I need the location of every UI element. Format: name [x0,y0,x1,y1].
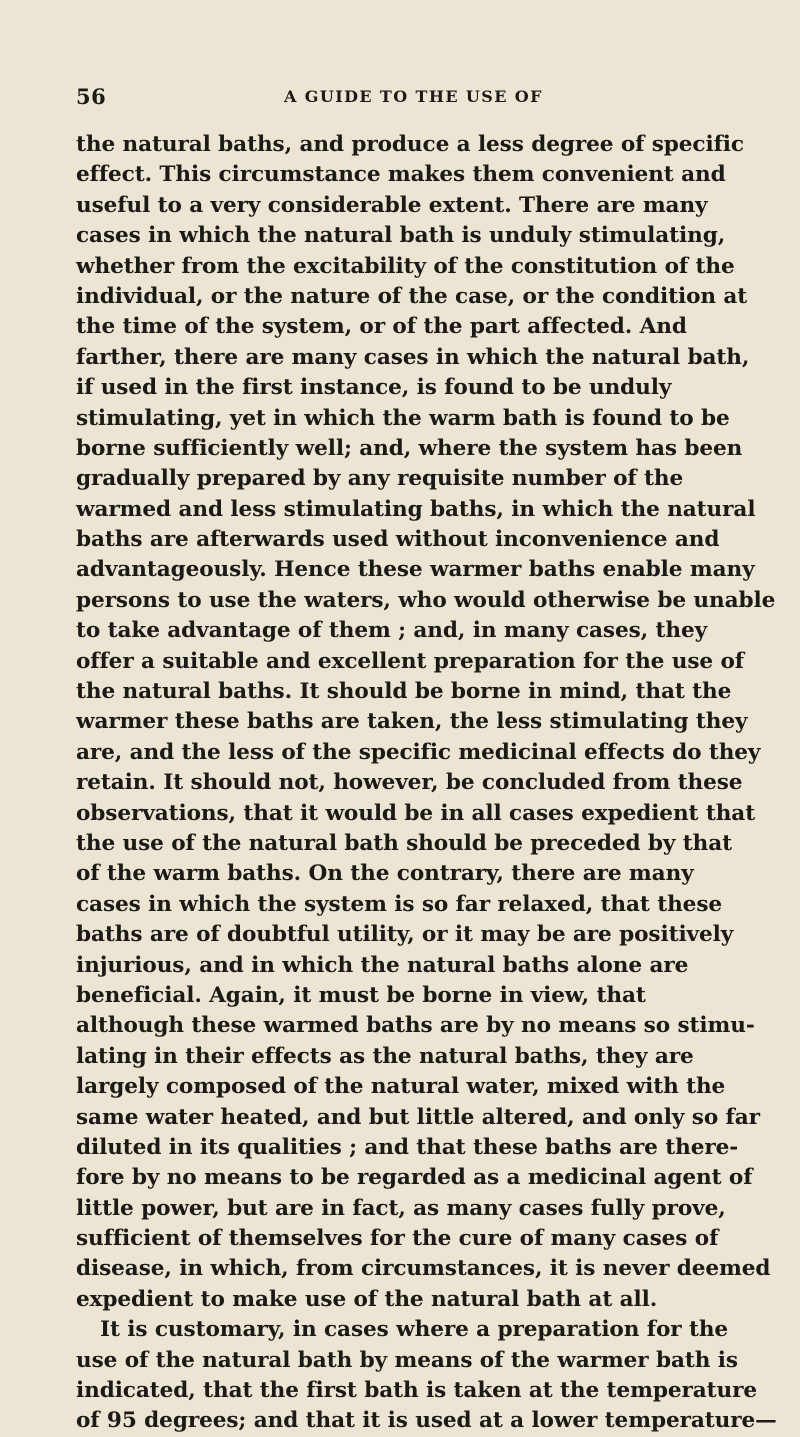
paragraph-start-line: It is customary, in cases where a preparation for the [100,1317,729,1343]
text-line: if used in the first instance, is found to be unduly [76,375,672,401]
text-line: useful to a very considerable extent. There are many [76,192,708,218]
text-line: gradually prepared by any requisite number of the [76,466,684,492]
text-line: beneficial. Again, it must be borne in view, that [76,982,646,1008]
text-line: injurious, and in which the natural baths alone are [76,952,689,978]
text-line: are, and the less of the specific medicinal effects do they [76,739,761,765]
text-line: same water heated, and but little altered, and only so far [76,1104,760,1130]
text-line: although these warmed baths are by no means so stimu- [76,1013,755,1039]
text-line: advantageously. Hence these warmer baths enable many [76,557,755,583]
text-line: cases in which the natural bath is unduly stimulating, [76,223,726,249]
text-line: use of the natural bath by means of the warmer bath is [76,1347,738,1373]
page-header [76,80,744,114]
text-line: warmed and less stimulating baths, in which the natural [76,496,756,522]
text-line: farther, there are many cases in which the natural bath, [76,344,750,370]
text-line: baths are of doubtful utility, or it may be are positively [76,922,734,948]
text-line: disease, in which, from circumstances, it is never deemed [76,1256,771,1282]
text-line: diluted in its qualities ; and that these baths are there- [76,1134,739,1160]
text-line: little power, but are in fact, as many cases fully prove, [76,1195,726,1221]
running-title: A GUIDE TO THE USE OF [284,87,543,106]
text-line: fore by no means to be regarded as a medicinal agent of [76,1165,753,1191]
text-line: to take advantage of them ; and, in many cases, they [76,618,708,644]
text-line: whether from the excitability of the constitution of the [76,253,735,279]
text-line: stimulating, yet in which the warm bath is found to be [76,405,730,431]
text-line: the use of the natural bath should be preceded by that [76,830,733,856]
text-line: indicated, that the first bath is taken at the temperature [76,1378,758,1404]
text-line: cases in which the system is so far relaxed, that these [76,891,723,917]
text-line: largely composed of the natural water, mixed with the [76,1074,726,1100]
text-line: the time of the system, or of the part affected. And [76,314,687,340]
text-line: lating in their effects as the natural baths, they are [76,1043,694,1069]
text-line: of 95 degrees; and that it is used at a lower temperature— [76,1408,777,1434]
text-line: offer a suitable and excellent preparation for the use of [76,648,744,674]
text-line: borne sufficiently well; and, where the system has been [76,435,743,461]
page-number: 56 [76,84,107,109]
text-line: expedient to make use of the natural bath at all. [76,1286,658,1312]
text-line: individual, or the nature of the case, or the condition at [76,283,748,309]
text-line: warmer these baths are taken, the less stimulating they [76,709,748,735]
text-line: baths are afterwards used without inconvenience and [76,527,720,553]
body-text [76,130,777,1437]
text-line: the natural baths. It should be borne in mind, that the [76,679,732,705]
text-line: of the warm baths. On the contrary, there are many [76,861,694,887]
text-line: sufficient of themselves for the cure of many cases of [76,1226,719,1252]
text-line: retain. It should not, however, be concluded from these [76,770,743,796]
text-line: the natural baths, and produce a less degree of specific [76,132,744,157]
text-line: effect. This circumstance makes them convenient and [76,162,726,188]
text-line: observations, that it would be in all cases expedient that [76,800,756,826]
text-line: persons to use the waters, who would otherwise be unable [76,587,776,613]
